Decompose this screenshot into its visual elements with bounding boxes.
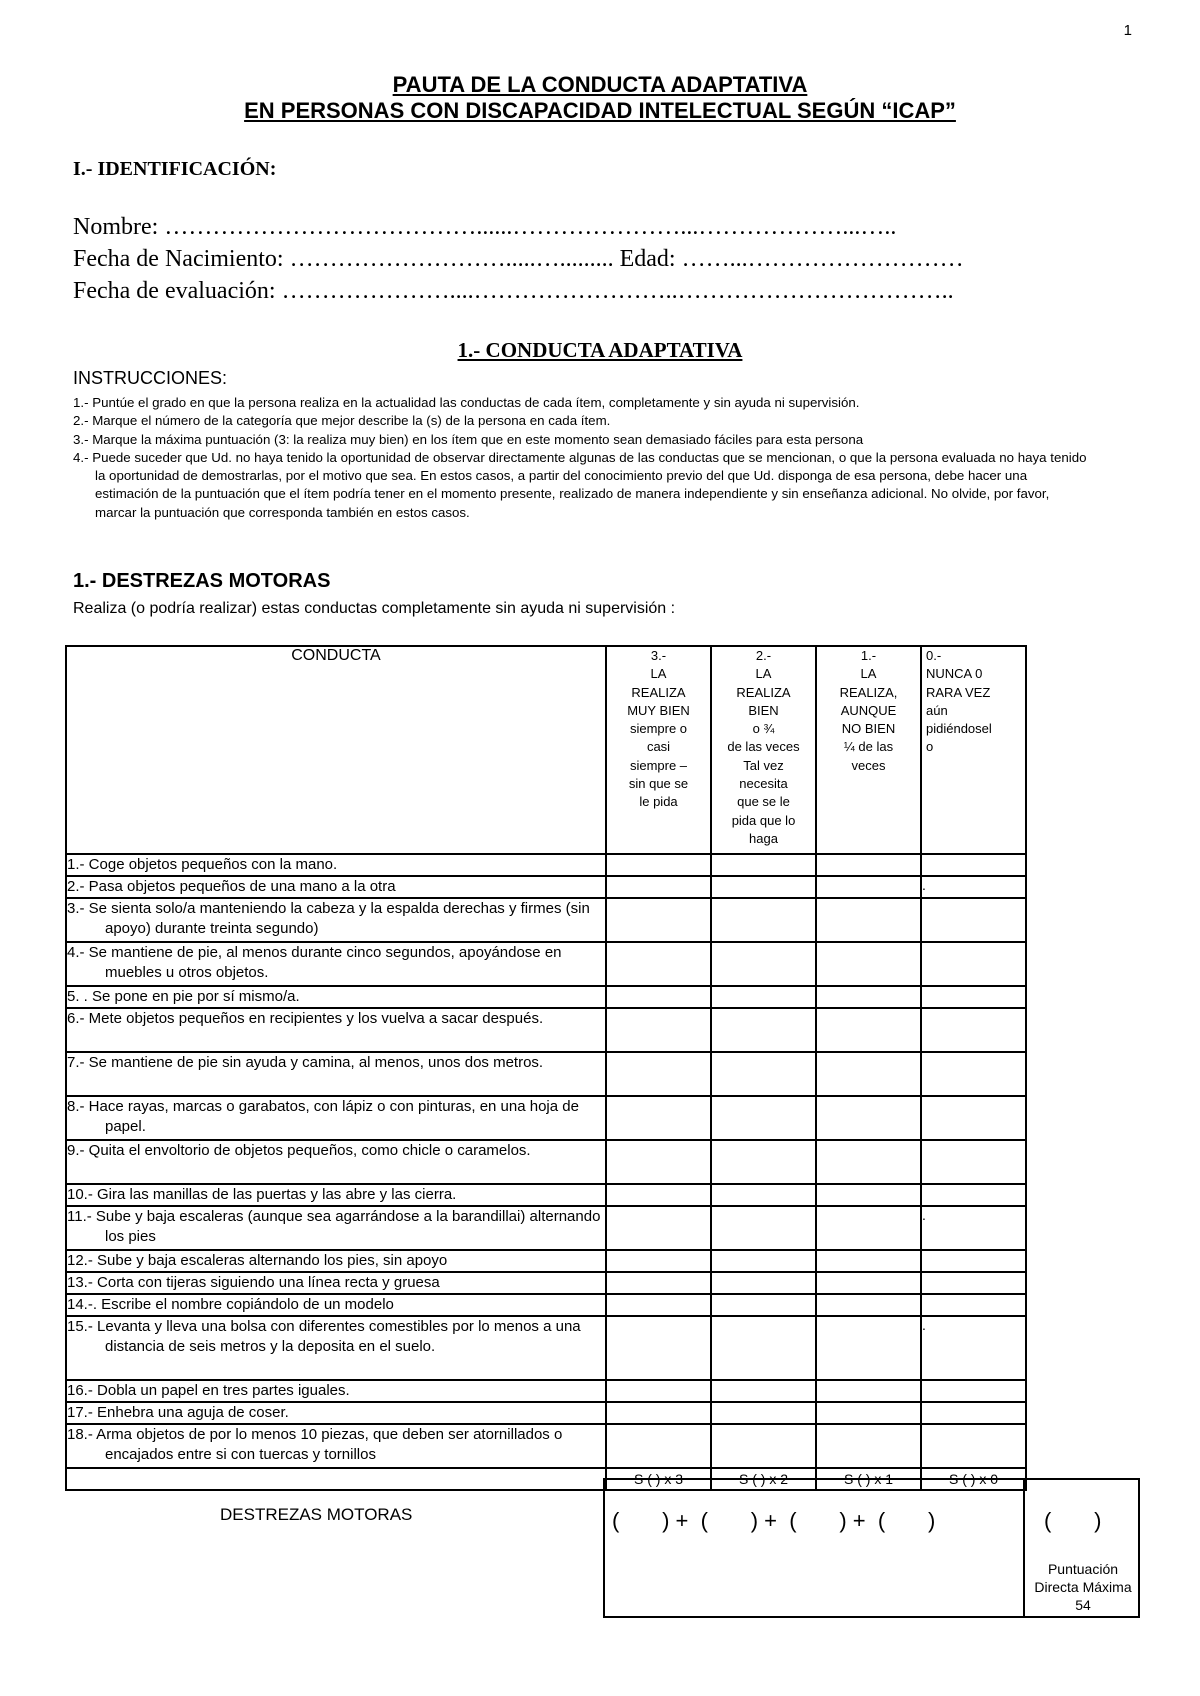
birth-date-field[interactable]: Fecha de Nacimiento: ……………………….....…......... Edad: ……...……………………… (73, 246, 964, 272)
score-cell-3[interactable] (606, 876, 711, 898)
table-row (66, 1184, 1026, 1206)
score-cell-1[interactable] (816, 1140, 921, 1184)
table-row (66, 898, 1026, 942)
column-header-1: 1.- LA REALIZA, AUNQUE NO BIEN ¼ de las veces (816, 646, 921, 854)
score-cell-0[interactable] (921, 1294, 1026, 1316)
score-cell-2[interactable] (711, 1424, 816, 1468)
score-cell-2[interactable] (711, 854, 816, 876)
item-text (66, 1096, 606, 1140)
item-label: 1.- Coge objetos pequeños con la mano. (67, 856, 338, 873)
motor-skills-heading: 1.- DESTREZAS MOTORAS (73, 570, 331, 592)
item-label: 17.- Enhebra una aguja de coser. (67, 1404, 289, 1421)
item-text (66, 1008, 606, 1052)
score-cell-0[interactable] (921, 1008, 1026, 1052)
score-cell-2[interactable] (711, 1008, 816, 1052)
table-row (66, 942, 1026, 986)
document-subtitle: EN PERSONAS CON DISCAPACIDAD INTELECTUAL SEGÚN “ICAP” (244, 98, 956, 123)
item-text (66, 876, 606, 898)
score-cell-2[interactable] (711, 942, 816, 986)
score-cell-0[interactable]: . (921, 1206, 1026, 1250)
score-cell-3[interactable] (606, 942, 711, 986)
score-cell-3[interactable] (606, 986, 711, 1008)
score-cell-1[interactable] (816, 942, 921, 986)
score-cell-2[interactable] (711, 1316, 816, 1380)
score-cell-0[interactable] (921, 1380, 1026, 1402)
score-cell-2[interactable] (711, 1294, 816, 1316)
evaluation-date-field[interactable]: Fecha de evaluación: …………………....……………………..…………………………….. (73, 278, 954, 304)
score-cell-2[interactable] (711, 1184, 816, 1206)
table-header-row (66, 646, 1026, 854)
item-label: 18.- Arma objetos de por lo menos 10 piezas, que deben ser atornillados o encajados entre si con tuercas y tornillos (67, 1426, 563, 1463)
item-text (66, 1052, 606, 1096)
item-text (66, 898, 606, 942)
item-text (66, 1402, 606, 1424)
score-cell-0[interactable] (921, 1184, 1026, 1206)
item-label: 13.- Corta con tijeras siguiendo una línea recta y gruesa (67, 1274, 440, 1291)
score-cell-1[interactable] (816, 1294, 921, 1316)
table-row (66, 1052, 1026, 1096)
score-cell-3[interactable] (606, 854, 711, 876)
item-text (66, 1316, 606, 1380)
item-label: 12.- Sube y baja escaleras alternando los pies, sin apoyo (67, 1252, 448, 1269)
instruction-item: 3.- Marque la máxima puntuación (3: la realiza muy bien) en los ítem que en este momento sean demasiado fáciles para esta persona (73, 431, 864, 447)
item-text (66, 1272, 606, 1294)
max-score-note: Puntuación Directa Máxima 54 (1034, 1561, 1132, 1613)
score-cell-1[interactable] (816, 1184, 921, 1206)
item-text (66, 1424, 606, 1468)
table-row (66, 1380, 1026, 1402)
score-cell-1[interactable] (816, 1424, 921, 1468)
score-cell-2[interactable] (711, 898, 816, 942)
score-cell-3[interactable] (606, 1402, 711, 1424)
table-row (66, 1206, 1026, 1250)
score-cell-2[interactable] (711, 1052, 816, 1096)
instruction-item: 2.- Marque el número de la categoría que mejor describe la (s) de la persona en cada ítem. (73, 413, 611, 429)
item-label: 14.-. Escribe el nombre copiándolo de un modelo (67, 1296, 394, 1313)
score-cell-2[interactable] (711, 1140, 816, 1184)
score-cell-3[interactable] (606, 1184, 711, 1206)
item-label: 7.- Se mantiene de pie sin ayuda y camina, al menos, unos dos metros. (67, 1054, 544, 1071)
score-cell-1[interactable] (816, 1272, 921, 1294)
score-cell-0[interactable] (921, 898, 1026, 942)
score-cell-1[interactable] (816, 876, 921, 898)
score-formula[interactable]: ( ) + ( ) + ( ) + ( ) (612, 1508, 936, 1533)
table-row (66, 986, 1026, 1008)
score-cell-2[interactable] (711, 1250, 816, 1272)
table-row (66, 1272, 1026, 1294)
page-number: 1 (1123, 22, 1132, 39)
items-body (66, 854, 1026, 1468)
sum-cell-1[interactable]: S ( ) x 1 (816, 1468, 921, 1490)
score-divider (1023, 1478, 1025, 1618)
conducta-header: CONDUCTA (66, 646, 606, 854)
table-row (66, 1250, 1026, 1272)
score-cell-3[interactable] (606, 1206, 711, 1250)
motor-skills-subheading: Realiza (o podría realizar) estas conductas completamente sin ayuda ni supervisión : (73, 600, 676, 617)
score-cell-3[interactable] (606, 1096, 711, 1140)
score-cell-2[interactable] (711, 1272, 816, 1294)
table-row (66, 1316, 1026, 1380)
item-text (66, 854, 606, 876)
score-cell-0[interactable] (921, 1272, 1026, 1294)
item-label: 16.- Dobla un papel en tres partes iguales. (67, 1382, 350, 1399)
column-header-0: 0.- NUNCA 0 RARA VEZ aún pidiéndosel o (921, 646, 1026, 854)
instruction-item: 4.- Puede suceder que Ud. no haya tenido la oportunidad de observar directamente algunas de las conductas que se mencionan, o que la persona evaluada no haya tenido la oportunidad de demostrarlas, por el motivo que sea. En estos casos, a partir del conocimiento previo del que Ud. disponga de esa persona, debe hacer una estimación de la puntuación que el ítem podría tener en el momento presente, realizado de manera independiente y sin enseñanza adicional. No olvide, por favor, marcar la puntuación que corresponda también en estos casos. (73, 449, 1087, 520)
score-cell-3[interactable] (606, 1250, 711, 1272)
table-row (66, 1008, 1026, 1052)
item-label: 8.- Hace rayas, marcas o garabatos, con lápiz o con pinturas, en una hoja de papel. (67, 1098, 579, 1135)
section-title: 1.- CONDUCTA ADAPTATIVA (457, 338, 743, 362)
item-label: 3.- Se sienta solo/a manteniendo la cabeza y la espalda derechas y firmes (sin apoyo) durante treinta segundo) (67, 900, 590, 937)
score-cell-0[interactable]: . (921, 876, 1026, 898)
score-label: DESTREZAS MOTORAS (220, 1505, 413, 1524)
score-cell-3[interactable] (606, 1140, 711, 1184)
score-cell-0[interactable] (921, 1250, 1026, 1272)
item-text (66, 1140, 606, 1184)
score-cell-1[interactable] (816, 898, 921, 942)
identification-heading: I.- IDENTIFICACIÓN: (73, 158, 277, 180)
score-cell-1[interactable] (816, 1250, 921, 1272)
score-cell-1[interactable] (816, 986, 921, 1008)
sum-cell-2[interactable]: S ( ) x 2 (711, 1468, 816, 1490)
score-cell-2[interactable] (711, 986, 816, 1008)
column-header-3: 3.- LA REALIZA MUY BIEN siempre o casi siempre – sin que se le pida (606, 646, 711, 854)
item-label: 11.- Sube y baja escaleras (aunque sea agarrándose a la barandillai) alternando los pies (67, 1208, 601, 1245)
table-row (66, 1294, 1026, 1316)
sum-cell-0[interactable]: S ( ) x 0 (921, 1468, 1026, 1490)
score-cell-1[interactable] (816, 1008, 921, 1052)
sum-cell-3[interactable]: S ( ) x 3 (606, 1468, 711, 1490)
item-label: 10.- Gira las manillas de las puertas y las abre y las cierra. (67, 1186, 457, 1203)
score-cell-3[interactable] (606, 1294, 711, 1316)
table-row (66, 1402, 1026, 1424)
score-cell-3[interactable] (606, 1424, 711, 1468)
score-cell-3[interactable] (606, 1052, 711, 1096)
score-cell-0[interactable] (921, 1140, 1026, 1184)
item-label: 15.- Levanta y lleva una bolsa con diferentes comestibles por lo menos a una distancia de seis metros y la deposita en el suelo. (67, 1318, 581, 1355)
motor-skills-table (65, 645, 1027, 1491)
item-label: 2.- Pasa objetos pequeños de una mano a la otra (67, 878, 396, 895)
score-cell-1[interactable] (816, 1380, 921, 1402)
score-cell-2[interactable] (711, 876, 816, 898)
score-cell-0[interactable] (921, 854, 1026, 876)
score-cell-0[interactable] (921, 986, 1026, 1008)
score-cell-1[interactable] (816, 1052, 921, 1096)
score-cell-0[interactable] (921, 1402, 1026, 1424)
document-title: PAUTA DE LA CONDUCTA ADAPTATIVA (392, 72, 808, 97)
score-cell-1[interactable] (816, 1316, 921, 1380)
name-field[interactable]: Nombre: …………………………………......…………………...………………...….. (73, 214, 897, 240)
table-row (66, 1424, 1026, 1468)
item-text (66, 1206, 606, 1250)
item-text (66, 1294, 606, 1316)
table-row (66, 1140, 1026, 1184)
score-cell-0[interactable] (921, 1096, 1026, 1140)
score-cell-2[interactable] (711, 1380, 816, 1402)
column-header-2: 2.- LA REALIZA BIEN o ¾ de las veces Tal vez necesita que se le pida que lo haga (711, 646, 816, 854)
score-cell-2[interactable] (711, 1096, 816, 1140)
score-cell-1[interactable] (816, 1206, 921, 1250)
instructions-label: INSTRUCCIONES: (73, 368, 228, 388)
item-text (66, 986, 606, 1008)
score-cell-2[interactable] (711, 1206, 816, 1250)
score-cell-3[interactable] (606, 1272, 711, 1294)
score-cell-3[interactable] (606, 898, 711, 942)
table-row (66, 876, 1026, 898)
item-text (66, 1250, 606, 1272)
score-cell-3[interactable] (606, 1380, 711, 1402)
instruction-item: 1.- Puntúe el grado en que la persona realiza en la actualidad las conductas de cada ítem, completamente y sin ayuda ni supervisión. (73, 395, 860, 410)
sum-row-blank (66, 1468, 606, 1490)
score-cell-0[interactable] (921, 942, 1026, 986)
score-cell-3[interactable] (606, 1008, 711, 1052)
item-label: 9.- Quita el envoltorio de objetos pequeños, como chicle o caramelos. (67, 1142, 531, 1159)
score-cell-0[interactable] (921, 1052, 1026, 1096)
instructions-list (73, 394, 1093, 522)
score-cell-2[interactable] (711, 1402, 816, 1424)
score-cell-3[interactable] (606, 1316, 711, 1380)
table-row (66, 854, 1026, 876)
item-text (66, 942, 606, 986)
item-label: 6.- Mete objetos pequeños en recipientes y los vuelva a sacar después. (67, 1010, 544, 1027)
score-cell-0[interactable]: . (921, 1316, 1026, 1380)
score-cell-1[interactable] (816, 1402, 921, 1424)
score-total[interactable]: ( ) (1044, 1508, 1102, 1533)
item-label: 4.- Se mantiene de pie, al menos durante cinco segundos, apoyándose en muebles u otros objetos. (67, 944, 562, 981)
item-text (66, 1184, 606, 1206)
score-cell-1[interactable] (816, 1096, 921, 1140)
score-cell-0[interactable] (921, 1424, 1026, 1468)
score-cell-1[interactable] (816, 854, 921, 876)
table-row (66, 1096, 1026, 1140)
item-label: 5. . Se pone en pie por sí mismo/a. (67, 988, 300, 1005)
item-text (66, 1380, 606, 1402)
